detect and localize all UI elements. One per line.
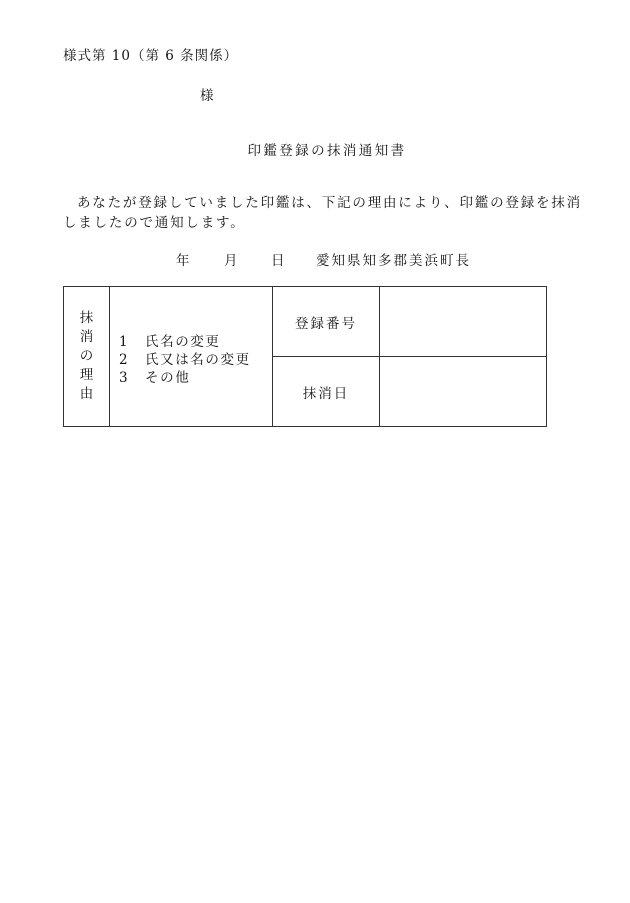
date-issuer-line bbox=[176, 249, 471, 269]
notice-body-text: あなたが登録していました印鑑は、下記の理由により、印鑑の登録を抹消しましたので通知します。 bbox=[63, 195, 582, 231]
recipient-honorific: 様 bbox=[200, 88, 214, 104]
cancellation-date-label: 抹消日 bbox=[273, 357, 380, 427]
reason-item bbox=[119, 333, 272, 351]
reason-item bbox=[119, 369, 272, 387]
form-number: 様式第 10（第 6 条関係） bbox=[63, 48, 239, 64]
reason-heading: 抹消の理由 bbox=[79, 310, 94, 402]
date-day-label: 日 bbox=[271, 253, 287, 269]
reason-text: 氏名の変更 bbox=[145, 333, 221, 350]
reason-text: その他 bbox=[145, 369, 191, 386]
reason-text: 氏又は名の変更 bbox=[145, 351, 251, 368]
date-month-label: 月 bbox=[224, 253, 240, 269]
reason-number: 1 bbox=[119, 333, 128, 350]
reason-item bbox=[119, 351, 272, 369]
reason-number: 3 bbox=[119, 369, 128, 386]
reason-number: 2 bbox=[119, 351, 128, 368]
issuer-name: 愛知県知多郡美浜町長 bbox=[316, 253, 471, 269]
registration-number-value bbox=[380, 287, 547, 357]
document-title: 印鑑登録の抹消通知書 bbox=[247, 143, 407, 159]
date-year-label: 年 bbox=[176, 253, 192, 269]
cancellation-date-value bbox=[380, 357, 547, 427]
cancellation-table bbox=[63, 286, 547, 427]
registration-number-label: 登録番号 bbox=[273, 287, 380, 357]
reason-heading-cell bbox=[64, 287, 110, 427]
reason-list-cell bbox=[110, 287, 273, 427]
